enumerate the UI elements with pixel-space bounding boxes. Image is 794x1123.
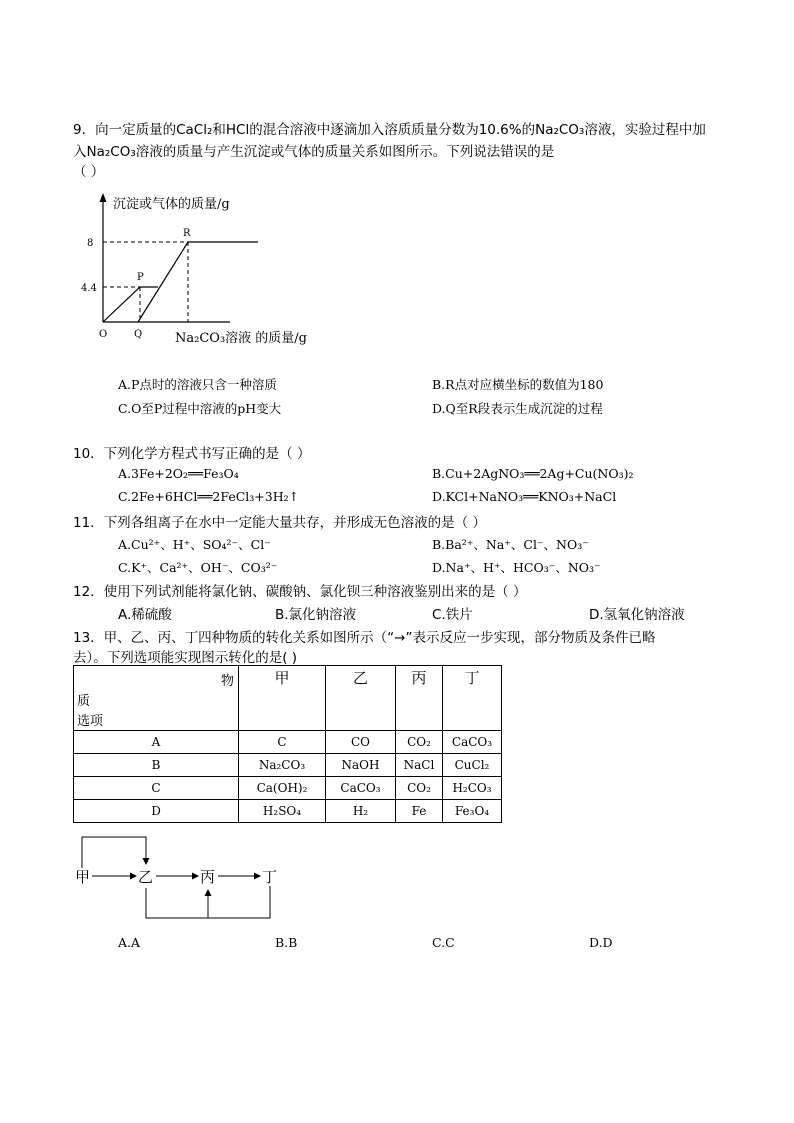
q13-stem-line2: 去）。下列选项能实现图示转化的是( ) (73, 650, 298, 666)
cell: C (239, 731, 326, 754)
cell: H₂SO₄ (239, 800, 326, 823)
cell: Ca(OH)₂ (239, 777, 326, 800)
table-row (74, 754, 502, 777)
cell: H₂ (326, 800, 396, 823)
q11-option-b[interactable]: B.Ba²⁺、Na⁺、Cl⁻、NO₃⁻ (432, 537, 589, 552)
table-row (74, 777, 502, 800)
header-jia: 甲 (239, 666, 326, 731)
q12-option-d[interactable]: D.氢氧化钠溶液 (589, 607, 685, 623)
q10-option-b[interactable]: B.Cu+2AgNO₃══2Ag+Cu(NO₃)₂ (432, 466, 634, 481)
cell: Fe (396, 800, 443, 823)
cell: CO (326, 731, 396, 754)
q10-option-c[interactable]: C.2Fe+6HCl══2FeCl₃+3H₂↑ (118, 489, 300, 504)
corner-top: 物 (220, 674, 234, 689)
q13-option-c[interactable]: C.C (432, 935, 455, 950)
q9-option-b[interactable]: B.R点对应横坐标的数值为180 (432, 377, 604, 392)
cell: Fe₃O₄ (443, 800, 502, 823)
q13-table (73, 665, 502, 823)
y-axis-label: 沉淀或气体的质量/g (113, 197, 230, 212)
q11-option-d[interactable]: D.Na⁺、H⁺、HCO₃⁻、NO₃⁻ (432, 560, 601, 575)
q11-option-c[interactable]: C.K⁺、Ca²⁺、OH⁻、CO₃²⁻ (118, 560, 278, 575)
q12-stem: 12．使用下列试剂能将氯化钠、碳酸钠、氯化钡三种溶液鉴别出来的是（ ） (73, 584, 527, 600)
header-yi: 乙 (326, 666, 396, 731)
precipitate-curve (138, 242, 258, 322)
q11-option-a[interactable]: A.Cu²⁺、H⁺、SO₄²⁻、Cl⁻ (118, 537, 271, 552)
table-row (74, 731, 502, 754)
cell: Na₂CO₃ (239, 754, 326, 777)
point-r-label: R (183, 228, 191, 239)
node-bing: 丙 (200, 868, 216, 886)
q13-option-d[interactable]: D.D (589, 935, 613, 950)
q10-option-d[interactable]: D.KCl+NaNO₃══KNO₃+NaCl (432, 489, 617, 504)
row-label: D (74, 800, 239, 823)
corner-mid: 质 (77, 694, 91, 709)
q11-stem: 11．下列各组离子在水中一定能大量共存，并形成无色溶液的是（ ） (73, 515, 486, 531)
q9-option-d[interactable]: D.Q至R段表示生成沉淀的过程 (432, 401, 603, 416)
cell: NaOH (326, 754, 396, 777)
node-ding: 丁 (262, 868, 278, 886)
cell: H₂CO₃ (443, 777, 502, 800)
node-jia: 甲 (75, 868, 91, 886)
x-axis-label: Na₂CO₃溶液 的质量/g (175, 331, 307, 346)
q13-stem-line1: 13．甲、乙、丙、丁四种物质的转化关系如图所示（“→”表示反应一步实现，部分物质及条件已略 (73, 630, 656, 646)
arrow-top-loop (82, 837, 146, 868)
row-label: C (74, 777, 239, 800)
q9-answer-bracket: （ ） (73, 164, 105, 180)
point-q-label: Q (134, 329, 143, 340)
q9-stem-line1: 9．向一定质量的CaCl₂和HCl的混合溶液中逐滴加入溶质质量分数为10.6%的Na₂CO₃溶液，实验过程中加 (73, 122, 706, 138)
origin-label: O (99, 329, 108, 340)
point-p-label: P (137, 272, 144, 283)
q13-option-a[interactable]: A.A (118, 935, 141, 950)
corner-bottom: 选项 (77, 714, 104, 729)
table-row (74, 800, 502, 823)
q9-option-c[interactable]: C.O至P过程中溶液的pH变大 (118, 401, 282, 416)
node-yi: 乙 (138, 868, 154, 886)
q13-option-b[interactable]: B.B (275, 935, 298, 950)
table-corner (74, 666, 239, 731)
row-label: B (74, 754, 239, 777)
q10-stem: 10．下列化学方程式书写正确的是（ ） (73, 446, 311, 462)
cell: CaCO₃ (443, 731, 502, 754)
header-ding: 丁 (443, 666, 502, 731)
header-bing: 丙 (396, 666, 443, 731)
q9-stem-line2: 入Na₂CO₃溶液的质量与产生沉淀或气体的质量关系如图所示。下列说法错误的是 (73, 144, 555, 160)
cell: NaCl (396, 754, 443, 777)
q12-option-b[interactable]: B.氯化钠溶液 (275, 607, 357, 623)
row-label: A (74, 731, 239, 754)
q12-option-a[interactable]: A.稀硫酸 (118, 607, 172, 623)
cell: CaCO₃ (326, 777, 396, 800)
q10-option-a[interactable]: A.3Fe+2O₂══Fe₃O₄ (118, 466, 239, 481)
q9-graph (70, 188, 340, 358)
cell: CO₂ (396, 777, 443, 800)
q13-conversion-diagram (72, 832, 292, 924)
y-tick-8: 8 (87, 238, 94, 249)
cell: CuCl₂ (443, 754, 502, 777)
y-axis-arrow (100, 193, 107, 202)
y-tick-4-4: 4.4 (81, 283, 97, 294)
q12-option-c[interactable]: C.铁片 (432, 607, 473, 623)
q9-option-a[interactable]: A.P点时的溶液只含一种溶质 (118, 377, 277, 392)
cell: CO₂ (396, 731, 443, 754)
gas-curve (103, 287, 158, 322)
